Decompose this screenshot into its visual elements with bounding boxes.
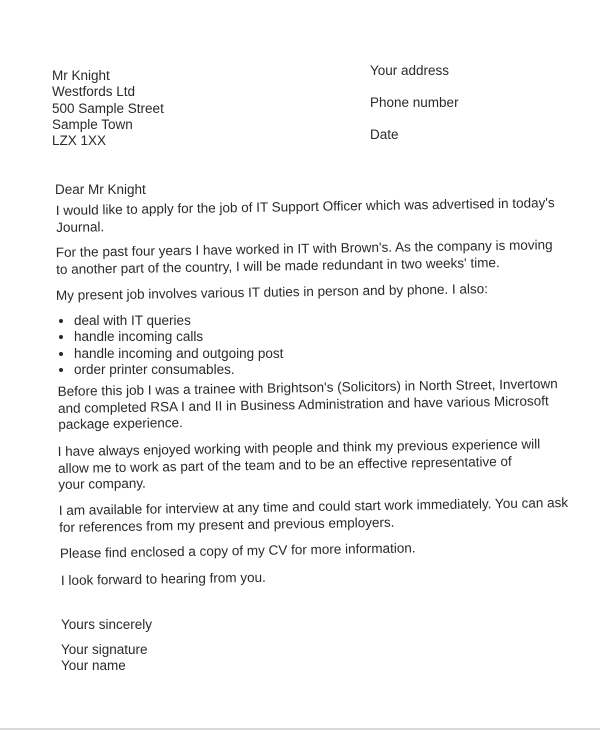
recipient-street: 500 Sample Street xyxy=(52,100,164,116)
paragraph-closing-remark xyxy=(61,565,561,589)
duty-text: deal with IT queries xyxy=(74,313,191,328)
bullet-icon xyxy=(59,368,63,372)
recipient-address xyxy=(52,68,164,149)
paragraph-duties-intro xyxy=(56,280,556,304)
duties-list xyxy=(57,313,283,378)
paragraph-line: Before this job I was a trainee with Brightson's (Solicitors) in North Street, Invertown xyxy=(57,376,558,400)
paragraph-line: allow me to work as part of the team and to be an effective representative of xyxy=(57,453,512,476)
bullet-icon xyxy=(59,319,63,323)
paragraph-experience xyxy=(56,237,556,278)
salutation: Dear Mr Knight xyxy=(55,182,146,197)
paragraph-line: and completed RSA I and II in Business Administration and have various Microsoft xyxy=(57,392,549,416)
paragraph-line: to another part of the country, I will be made redundant in two weeks' time. xyxy=(56,254,500,277)
paragraph-line: For the past four years I have worked in IT with Brown's. As the company is moving xyxy=(55,237,553,261)
recipient-town: Sample Town xyxy=(52,116,133,132)
paragraph-background xyxy=(58,376,559,433)
list-item xyxy=(57,362,283,378)
paragraph-availability xyxy=(58,495,569,536)
paragraph-line: your company. xyxy=(58,475,146,492)
valediction: Yours sincerely xyxy=(61,617,153,632)
recipient-company: Westfords Ltd xyxy=(52,84,136,100)
duty-text: order printer consumables. xyxy=(74,361,235,377)
sender-name: Your name xyxy=(61,658,126,673)
sender-date: Date xyxy=(370,127,399,142)
duty-text: handle incoming and outgoing post xyxy=(74,345,284,361)
list-item xyxy=(57,346,283,362)
recipient-name: Mr Knight xyxy=(52,68,110,83)
bullet-icon xyxy=(59,352,63,356)
paragraph-cv xyxy=(60,538,560,562)
paragraph-line: I am available for interview at any time and could start work immediately. You can ask xyxy=(58,495,569,519)
list-item xyxy=(57,329,283,345)
paragraph-teamwork xyxy=(58,436,559,493)
duty-text: handle incoming calls xyxy=(74,329,204,345)
paragraph-line: Please find enclosed a copy of my CV for more information. xyxy=(59,540,416,561)
paragraph-line: I have always enjoyed working with people and think my previous experience will xyxy=(57,436,541,460)
paragraph-line: Journal. xyxy=(56,218,105,235)
sender-address: Your address xyxy=(370,63,450,78)
recipient-postcode: LZX 1XX xyxy=(52,133,107,149)
list-item xyxy=(57,313,283,329)
paragraph-line: My present job involves various IT duties in person and by phone. I also: xyxy=(55,281,489,303)
paragraph-line: package experience. xyxy=(58,415,183,432)
paragraph-line: I would like to apply for the job of IT Support Officer which was advertised in today's xyxy=(55,195,555,219)
bullet-icon xyxy=(59,335,63,339)
paragraph-application xyxy=(56,195,556,236)
sender-phone: Phone number xyxy=(370,95,459,110)
paragraph-line: I look forward to hearing from you. xyxy=(60,569,266,588)
paragraph-line: for references from my present and previous employers. xyxy=(59,514,395,535)
signature: Your signature xyxy=(61,642,148,657)
